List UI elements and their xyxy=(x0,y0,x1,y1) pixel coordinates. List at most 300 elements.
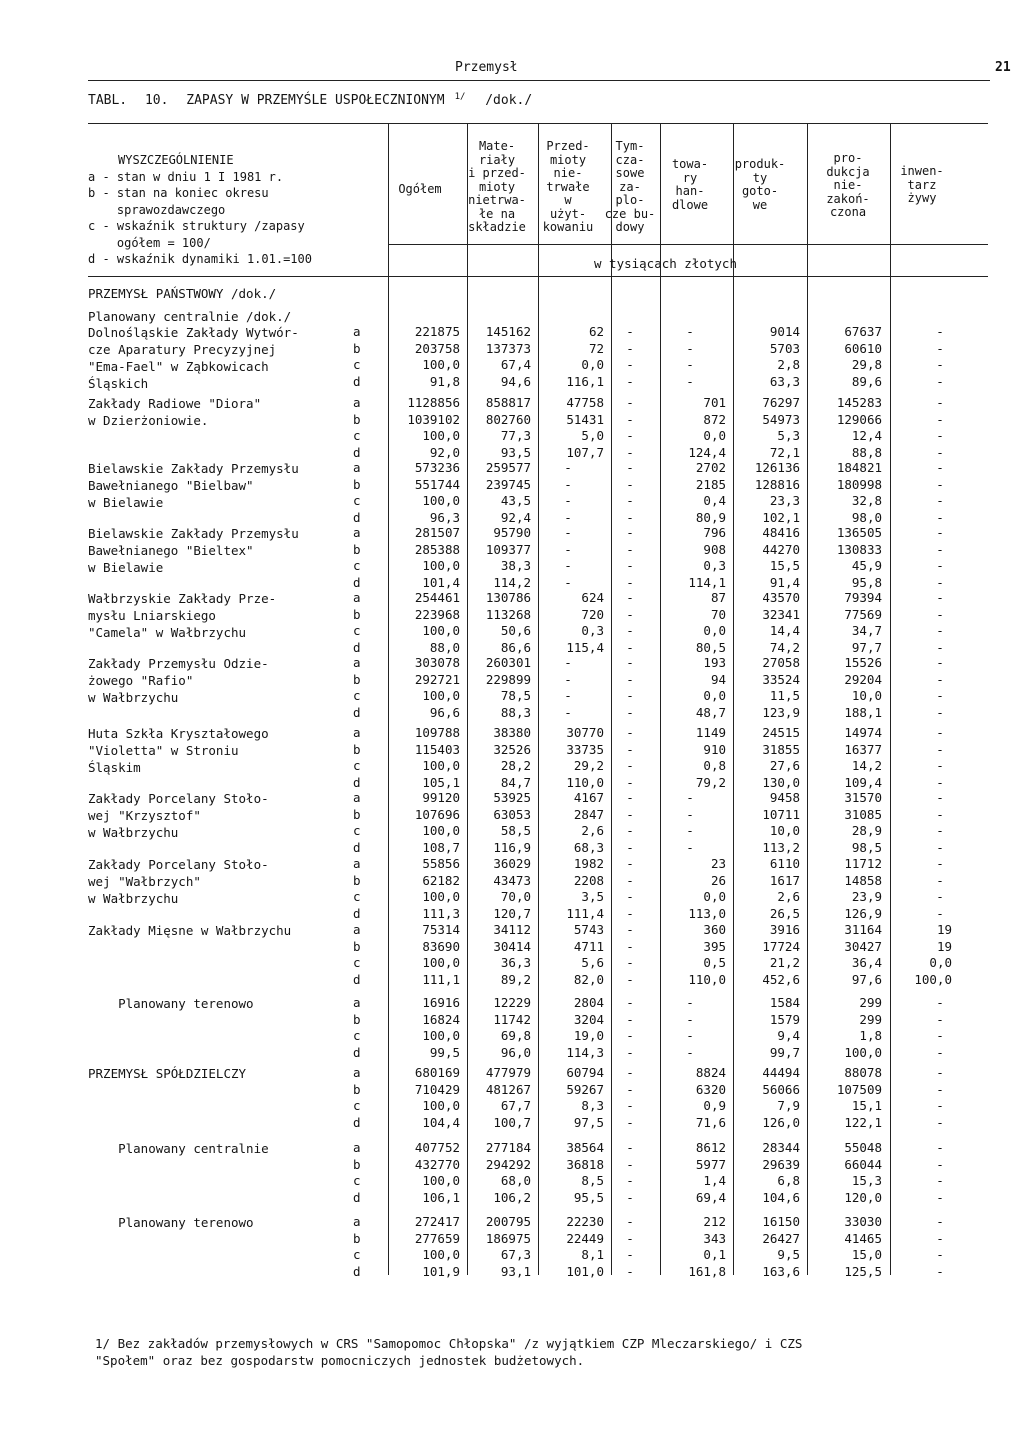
table-cell: 9,5 xyxy=(777,1247,800,1262)
table-cell: - xyxy=(686,839,694,855)
table-cell: 14858 xyxy=(844,872,882,888)
table-cell: - xyxy=(936,357,944,372)
table-cell: 260301 xyxy=(485,655,531,670)
table-cell: 38564 xyxy=(566,1140,604,1155)
table-cell: 2,6 xyxy=(581,823,604,838)
row-letter: a xyxy=(353,590,361,605)
table-cell: 130786 xyxy=(485,590,531,605)
table-cell: - xyxy=(936,872,944,888)
table-cell: - xyxy=(936,839,944,855)
table-cell: 12229 xyxy=(493,995,531,1010)
table-cell: 254461 xyxy=(414,590,460,605)
table-cell: 360 xyxy=(703,922,726,937)
row-letter: b xyxy=(353,1156,361,1172)
table-cell: - xyxy=(626,905,634,921)
table-cell: - xyxy=(626,411,634,427)
table-cell: 34,7 xyxy=(851,623,882,638)
stub-header-line: d - wskaźnik dynamiki 1.01.=100 xyxy=(88,252,312,266)
table-cell: 7,9 xyxy=(777,1098,800,1113)
table-cell: - xyxy=(626,823,634,838)
row-letter: d xyxy=(353,905,361,921)
table-cell: 802760 xyxy=(485,411,531,427)
table-cell: - xyxy=(564,574,572,590)
table-cell: - xyxy=(626,558,634,573)
table-cell: 0,0 xyxy=(581,357,604,372)
table-cell: 86,6 xyxy=(500,639,531,655)
table-cell: - xyxy=(626,790,634,805)
row-letter: c xyxy=(353,889,361,904)
table-cell: - xyxy=(626,1114,634,1130)
table-cell: 1,8 xyxy=(859,1028,882,1043)
table-cell: 910 xyxy=(703,741,726,757)
table-cell: 19,0 xyxy=(573,1028,604,1043)
table-cell: 106,1 xyxy=(422,1189,460,1205)
table-cell: 82,0 xyxy=(573,971,604,987)
section-heading-state: PRZEMYSŁ PAŃSTWOWY /dok./ xyxy=(88,286,277,301)
table-cell: - xyxy=(626,460,634,475)
table-cell: 100,0 xyxy=(422,955,460,970)
stub-header xyxy=(88,152,388,268)
table-cell: 212 xyxy=(703,1214,726,1229)
table-cell: 44494 xyxy=(762,1065,800,1080)
stub-header-line: sprawozdawczego xyxy=(88,202,226,217)
table-cell: - xyxy=(626,1098,634,1113)
table-cell: 96,0 xyxy=(500,1044,531,1060)
stub-divider xyxy=(388,123,389,276)
table-cell: - xyxy=(626,324,634,339)
table-cell: - xyxy=(564,541,572,557)
table-cell: 1149 xyxy=(695,725,726,740)
table-cell: - xyxy=(936,905,944,921)
row-letter: c xyxy=(353,1173,361,1188)
table-cell: - xyxy=(626,774,634,790)
table-cell: 63,3 xyxy=(769,373,800,389)
stub-header-line: a - stan w dniu 1 I 1981 r. xyxy=(88,169,284,184)
table-cell: 452,6 xyxy=(762,971,800,987)
table-title-text: ZAPASY W PRZEMYŚLE USPOŁECZNIONYM xyxy=(186,93,445,109)
table-cell: 1039102 xyxy=(407,411,460,427)
table-cell: 15,5 xyxy=(769,558,800,573)
table-cell: 128816 xyxy=(754,476,800,492)
table-cell: 100,0 xyxy=(844,1044,882,1060)
table-cell: 70 xyxy=(710,606,726,622)
row-letter: c xyxy=(353,823,361,838)
table-cell: 3204 xyxy=(573,1011,604,1027)
table-cell: - xyxy=(936,790,944,805)
table-cell: - xyxy=(564,509,572,525)
table-cell: - xyxy=(936,525,944,540)
table-cell: 109,4 xyxy=(844,774,882,790)
table-cell: - xyxy=(626,606,634,622)
table-cell: - xyxy=(626,395,634,410)
table-cell: 3916 xyxy=(769,922,800,937)
table-cell: - xyxy=(626,938,634,954)
table-cell: 145162 xyxy=(485,324,531,339)
table-cell: - xyxy=(626,889,634,904)
table-cell: 28,9 xyxy=(851,823,882,838)
table-cell: - xyxy=(936,1173,944,1188)
table-cell: - xyxy=(626,1173,634,1188)
table-cell: 43570 xyxy=(762,590,800,605)
table-cell: 79,2 xyxy=(695,774,726,790)
table-cell: 27058 xyxy=(762,655,800,670)
table-cell: - xyxy=(626,444,634,460)
table-cell: 5977 xyxy=(695,1156,726,1172)
table-cell: 477979 xyxy=(485,1065,531,1080)
table-cell: 33735 xyxy=(566,741,604,757)
table-cell: 0,0 xyxy=(703,688,726,703)
column-header: pro- dukcja nie- zakoń- czona xyxy=(826,151,870,219)
row-letter: c xyxy=(353,1098,361,1113)
table-cell: - xyxy=(626,1189,634,1205)
table-cell: 111,4 xyxy=(566,905,604,921)
table-cell: 31570 xyxy=(844,790,882,805)
table-cell: 395 xyxy=(703,938,726,954)
entity-name: Planowany centralnie xyxy=(88,1141,269,1156)
entity-name: Bielawskie Zakłady Przemysłu Bawełnianego "Bielbaw" w Bielawie xyxy=(88,461,299,510)
table-cell: - xyxy=(626,704,634,720)
row-letter: c xyxy=(353,623,361,638)
table-cell: 100,0 xyxy=(422,623,460,638)
table-cell: 102,1 xyxy=(762,509,800,525)
table-cell: 91,4 xyxy=(769,574,800,590)
table-cell: - xyxy=(686,806,694,822)
row-letter: b xyxy=(353,541,361,557)
table-cell: 60610 xyxy=(844,340,882,356)
table-cell: 188,1 xyxy=(844,704,882,720)
table-cell: 23 xyxy=(710,856,726,871)
table-cell: 33524 xyxy=(762,671,800,687)
table-cell: - xyxy=(936,741,944,757)
table-cell: - xyxy=(626,758,634,773)
row-letter: b xyxy=(353,938,361,954)
table-cell: 6,8 xyxy=(777,1173,800,1188)
table-cell: 277184 xyxy=(485,1140,531,1155)
table-cell: 27,6 xyxy=(769,758,800,773)
table-cell: 62 xyxy=(588,324,604,339)
table-cell: 432770 xyxy=(414,1156,460,1172)
table-cell: - xyxy=(686,790,694,805)
table-cell: 53925 xyxy=(493,790,531,805)
table-cell: 8,5 xyxy=(581,1173,604,1188)
table-cell: - xyxy=(626,1028,634,1043)
table-cell: 145283 xyxy=(836,395,882,410)
row-letter: b xyxy=(353,476,361,492)
table-cell: - xyxy=(564,655,572,670)
row-letter: c xyxy=(353,357,361,372)
table-cell: - xyxy=(936,1011,944,1027)
table-cell: 97,6 xyxy=(851,971,882,987)
table-cell: 0,8 xyxy=(703,758,726,773)
table-cell: 26427 xyxy=(762,1230,800,1246)
table-cell: 92,0 xyxy=(429,444,460,460)
table-cell: 58,5 xyxy=(500,823,531,838)
table-cell: 98,5 xyxy=(851,839,882,855)
column-header: towa- ry han- dlowe xyxy=(671,157,709,212)
table-cell: 9,4 xyxy=(777,1028,800,1043)
table-cell: 84,7 xyxy=(500,774,531,790)
table-cell: 23,9 xyxy=(851,889,882,904)
table-cell: 28,2 xyxy=(500,758,531,773)
table-cell: 100,0 xyxy=(422,1173,460,1188)
table-cell: - xyxy=(626,922,634,937)
table-cell: 0,1 xyxy=(703,1247,726,1262)
column-header: Ogółem xyxy=(398,182,442,196)
table-cell: 26,5 xyxy=(769,905,800,921)
table-cell: 21,2 xyxy=(769,955,800,970)
table-cell: 62182 xyxy=(422,872,460,888)
table-cell: - xyxy=(686,373,694,389)
table-cell: 186975 xyxy=(485,1230,531,1246)
table-cell: 16916 xyxy=(422,995,460,1010)
table-cell: 292721 xyxy=(414,671,460,687)
table-cell: - xyxy=(626,357,634,372)
table-cell: 0,3 xyxy=(581,623,604,638)
table-cell: 32341 xyxy=(762,606,800,622)
table-cell: - xyxy=(626,725,634,740)
table-cell: 89,6 xyxy=(851,373,882,389)
table-cell: - xyxy=(936,493,944,508)
table-cell: - xyxy=(936,395,944,410)
row-letter: b xyxy=(353,741,361,757)
table-cell: 259577 xyxy=(485,460,531,475)
table-cell: 71,6 xyxy=(695,1114,726,1130)
table-cell: 83690 xyxy=(422,938,460,954)
table-cell: - xyxy=(936,1156,944,1172)
table-cell: 109788 xyxy=(414,725,460,740)
table-cell: - xyxy=(936,541,944,557)
row-letter: d xyxy=(353,839,361,855)
table-cell: 69,4 xyxy=(695,1189,726,1205)
table-cell: - xyxy=(936,856,944,871)
table-cell: 107,7 xyxy=(566,444,604,460)
table-cell: 91,8 xyxy=(429,373,460,389)
table-cell: 69,8 xyxy=(500,1028,531,1043)
table-cell: 111,3 xyxy=(422,905,460,921)
table-cell: - xyxy=(936,1114,944,1130)
table-cell: - xyxy=(686,1028,694,1043)
column-header: produk- ty goto- we xyxy=(734,157,786,212)
row-letter: b xyxy=(353,606,361,622)
table-cell: 123,9 xyxy=(762,704,800,720)
table-cell: 108,7 xyxy=(422,839,460,855)
table-cell: 51431 xyxy=(566,411,604,427)
table-cell: 4711 xyxy=(573,938,604,954)
table-cell: 31855 xyxy=(762,741,800,757)
table-cell: 100,0 xyxy=(422,357,460,372)
table-cell: 624 xyxy=(581,590,604,605)
table-cell: 107696 xyxy=(414,806,460,822)
column-header: Mate- riały i przed- mioty nietrwa- łe na składzie xyxy=(468,139,526,234)
table-cell: - xyxy=(626,1140,634,1155)
table-cell: 299 xyxy=(859,995,882,1010)
table-cell: - xyxy=(936,1028,944,1043)
table-cell: - xyxy=(936,574,944,590)
table-cell: 38,3 xyxy=(500,558,531,573)
table-cell: - xyxy=(626,1230,634,1246)
table-cell: 30414 xyxy=(493,938,531,954)
table-cell: - xyxy=(936,823,944,838)
table-cell: - xyxy=(936,509,944,525)
table-cell: 277659 xyxy=(414,1230,460,1246)
table-cell: 720 xyxy=(581,606,604,622)
table-cell: - xyxy=(564,688,572,703)
row-letter: c xyxy=(353,428,361,443)
table-cell: 59267 xyxy=(566,1081,604,1097)
table-cell: - xyxy=(936,444,944,460)
table-cell: 98,0 xyxy=(851,509,882,525)
table-cell: 0,4 xyxy=(703,493,726,508)
entity-name: Zakłady Radiowe "Diora" w Dzierżoniowie. xyxy=(88,396,262,428)
table-cell: 54973 xyxy=(762,411,800,427)
table-cell: 10711 xyxy=(762,806,800,822)
table-cell: 858817 xyxy=(485,395,531,410)
table-cell: - xyxy=(936,758,944,773)
table-cell: 113268 xyxy=(485,606,531,622)
row-letter: a xyxy=(353,655,361,670)
table-cell: - xyxy=(936,428,944,443)
row-letter: a xyxy=(353,1214,361,1229)
table-cell: 47758 xyxy=(566,395,604,410)
table-cell: 68,3 xyxy=(573,839,604,855)
table-cell: - xyxy=(936,655,944,670)
table-cell: 8824 xyxy=(695,1065,726,1080)
table-cell: - xyxy=(936,1214,944,1229)
entity-name: Huta Szkła Kryształowego "Violetta" w Stroniu Śląskim xyxy=(88,726,269,775)
table-cell: 101,0 xyxy=(566,1263,604,1279)
table-cell: 100,7 xyxy=(493,1114,531,1130)
table-cell: 115,4 xyxy=(566,639,604,655)
table-cell: 100,0 xyxy=(422,428,460,443)
table-cell: 223968 xyxy=(414,606,460,622)
table-label: TABL. xyxy=(88,93,128,109)
section-heading-central: Planowany centralnie /dok./ xyxy=(88,309,292,324)
stub-header-line: WYSZCZEGÓLNIENIE xyxy=(118,153,234,167)
row-letter: d xyxy=(353,574,361,590)
table-cell: 6110 xyxy=(769,856,800,871)
table-cell: 0,9 xyxy=(703,1098,726,1113)
table-cell: 87 xyxy=(710,590,726,605)
table-cell: 124,4 xyxy=(688,444,726,460)
row-letter: a xyxy=(353,395,361,410)
table-cell: - xyxy=(936,889,944,904)
table-cell: 16377 xyxy=(844,741,882,757)
row-letter: b xyxy=(353,340,361,356)
table-cell: 710429 xyxy=(414,1081,460,1097)
table-cell: - xyxy=(626,428,634,443)
table-cell: - xyxy=(564,476,572,492)
table-cell: 872 xyxy=(703,411,726,427)
table-cell: - xyxy=(626,955,634,970)
row-letter: d xyxy=(353,971,361,987)
table-cell: - xyxy=(626,509,634,525)
table-cell: 92,4 xyxy=(500,509,531,525)
table-cell: - xyxy=(686,995,694,1010)
table-cell: - xyxy=(626,590,634,605)
table-cell: 31164 xyxy=(844,922,882,937)
table-cell: 88078 xyxy=(844,1065,882,1080)
table-cell: 130833 xyxy=(836,541,882,557)
entity-name: Zakłady Przemysłu Odzie- żowego "Rafio" w Wałbrzychu xyxy=(88,656,269,705)
table-cell: 126,0 xyxy=(762,1114,800,1130)
table-cell: 76297 xyxy=(762,395,800,410)
table-cell: 63053 xyxy=(493,806,531,822)
table-cell: 120,7 xyxy=(493,905,531,921)
table-number: 10. xyxy=(144,93,169,109)
entity-name: Wałbrzyskie Zakłady Prze- mysłu Lniarskiego "Camela" w Wałbrzychu xyxy=(88,591,277,640)
table-cell: 45,9 xyxy=(851,558,882,573)
table-cell: 95790 xyxy=(493,525,531,540)
table-cell: - xyxy=(626,655,634,670)
entity-name: Zakłady Porcelany Stoło- wej "Krzysztof" w Wałbrzychu xyxy=(88,791,269,840)
table-cell: 407752 xyxy=(414,1140,460,1155)
table-cell: 31085 xyxy=(844,806,882,822)
table-cell: - xyxy=(564,704,572,720)
table-cell: 95,8 xyxy=(851,574,882,590)
table-cell: 908 xyxy=(703,541,726,557)
table-cell: 125,5 xyxy=(844,1263,882,1279)
table-cell: - xyxy=(936,1098,944,1113)
footnote-ref: 1/ xyxy=(454,92,466,102)
table-cell: - xyxy=(564,671,572,687)
table-cell: - xyxy=(626,525,634,540)
table-cell: 200795 xyxy=(485,1214,531,1229)
row-letter: d xyxy=(353,1189,361,1205)
table-cell: 109377 xyxy=(485,541,531,557)
table-cell: 34112 xyxy=(493,922,531,937)
table-cell: 16150 xyxy=(762,1214,800,1229)
row-letter: a xyxy=(353,995,361,1010)
table-cell: 99120 xyxy=(422,790,460,805)
table-cell: 29,8 xyxy=(851,357,882,372)
table-cell: 114,3 xyxy=(566,1044,604,1060)
row-letter: a xyxy=(353,1140,361,1155)
column-rule xyxy=(388,276,389,1275)
table-cell: 100,0 xyxy=(422,1028,460,1043)
table-cell: - xyxy=(936,1065,944,1080)
column-rule xyxy=(807,123,808,1275)
table-cell: 0,5 xyxy=(703,955,726,970)
row-letter: d xyxy=(353,1114,361,1130)
column-header: Tym- cza- sowe za- plo- cze bu- dowy xyxy=(604,139,656,234)
table-cell: 28344 xyxy=(762,1140,800,1155)
table-cell: 48416 xyxy=(762,525,800,540)
table-cell: - xyxy=(626,1263,634,1279)
row-letter: b xyxy=(353,1230,361,1246)
row-letter: d xyxy=(353,373,361,389)
entity-name: Zakłady Porcelany Stoło- wej "Wałbrzych" w Wałbrzychu xyxy=(88,857,269,906)
table-cell: - xyxy=(936,1263,944,1279)
table-cell: 5,0 xyxy=(581,428,604,443)
table-cell: 100,0 xyxy=(914,971,952,987)
table-cell: 100,0 xyxy=(422,493,460,508)
entity-name: Planowany terenowo xyxy=(88,1215,254,1230)
table-cell: 15,0 xyxy=(851,1247,882,1262)
entity-name: PRZEMYSŁ SPÓŁDZIELCZY xyxy=(88,1066,247,1081)
table-cell: 0,3 xyxy=(703,558,726,573)
table-cell: - xyxy=(626,872,634,888)
table-cell: 67,3 xyxy=(500,1247,531,1262)
stub-header-line: ogółem = 100/ xyxy=(88,235,211,250)
table-cell: 88,0 xyxy=(429,639,460,655)
table-cell: 272417 xyxy=(414,1214,460,1229)
table-cell: 26 xyxy=(710,872,726,888)
table-cell: 1128856 xyxy=(407,395,460,410)
table-cell: - xyxy=(564,493,572,508)
table-cell: - xyxy=(936,1044,944,1060)
table-title xyxy=(88,92,542,108)
table-cell: 5743 xyxy=(573,922,604,937)
